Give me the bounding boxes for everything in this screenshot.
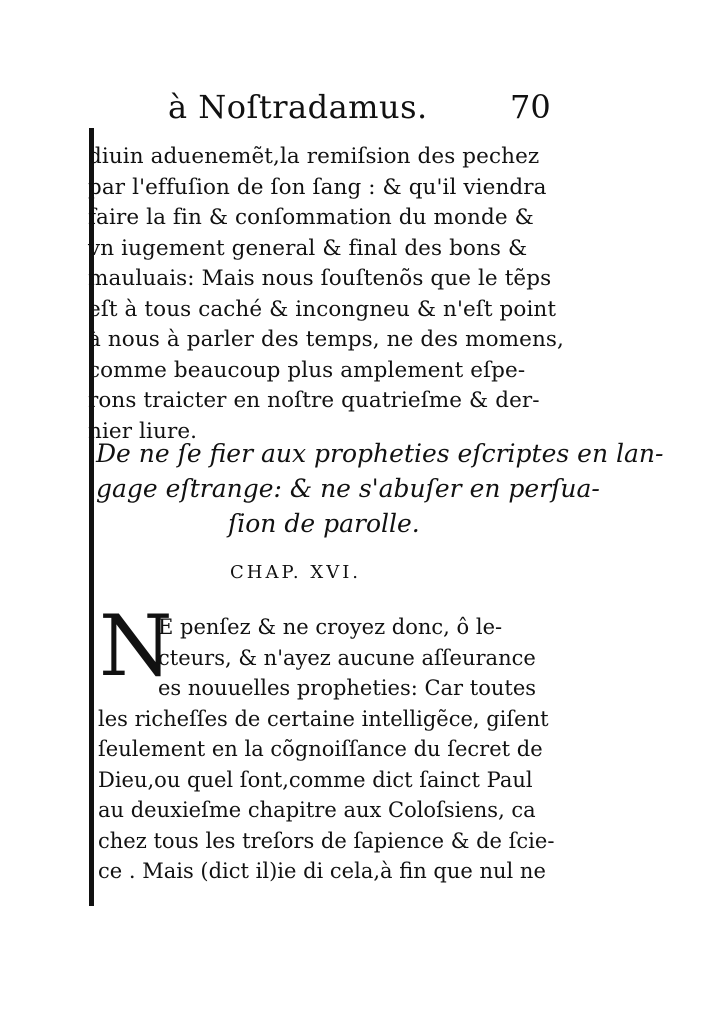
running-head: à Noſtradamus. [168, 88, 428, 126]
body-text [88, 142, 564, 447]
chapter-title-line: ſion de parolle. [228, 509, 420, 538]
text-line: au deuxieſme chapitre aux Coloſsiens, ca [98, 798, 536, 822]
text-line: rons traicter en noſtre quatrieſme & der- [88, 388, 540, 413]
text-line: es nouuelles propheties: Car toutes [158, 676, 537, 700]
text-line: à nous à parler des temps, ne des momens, [88, 327, 564, 352]
page-number: 70 [510, 88, 551, 126]
text-line: Dieu,ou quel ſont,comme dict ſainct Paul [98, 767, 533, 792]
text-line: E penſez & ne croyez donc, ô le- [158, 615, 503, 639]
chapter-label: CHAP. XVI. [230, 562, 362, 583]
chapter-title-line: gage eſtrange: & ne s'abuſer en perſua- [96, 474, 600, 503]
drop-cap: N [99, 597, 173, 695]
chapter-title [96, 436, 664, 541]
text-line: nier liure. [88, 418, 198, 444]
text-line: les richeſſes de certaine intelligẽce, giſent [98, 706, 549, 731]
text-line: cteurs, & n'ayez aucune aſſeurance [158, 645, 536, 670]
text-line: chez tous les treſors de ſapience & de ſcie- [98, 828, 555, 853]
text-line: eſt à tous caché & incongneu & n'eſt point [88, 296, 557, 322]
text-line: par l'effuſion de ſon ſang : & qu'il viendra [88, 174, 547, 200]
text-line: ſeulement en la cõgnoiſſance du ſecret de [98, 737, 543, 761]
chapter-title-line: De ne ſe fier aux propheties eſcriptes en lan- [96, 439, 664, 468]
page-header [0, 88, 709, 128]
text-line: faire la fin & conſommation du monde & [88, 205, 534, 230]
text-line: vn iugement general & final des bons & [88, 235, 528, 261]
text-line: comme beaucoup plus amplement eſpe- [88, 357, 526, 383]
chapter-body [98, 612, 578, 887]
text-line: diuin aduenemẽt,la remiſsion des pechez [88, 144, 540, 169]
text-line: ce . Mais (dict il)ie di cela,à fin que nul ne [98, 859, 546, 883]
text-line: mauluais: Mais nous ſouſtenõs que le tẽps [88, 266, 552, 291]
